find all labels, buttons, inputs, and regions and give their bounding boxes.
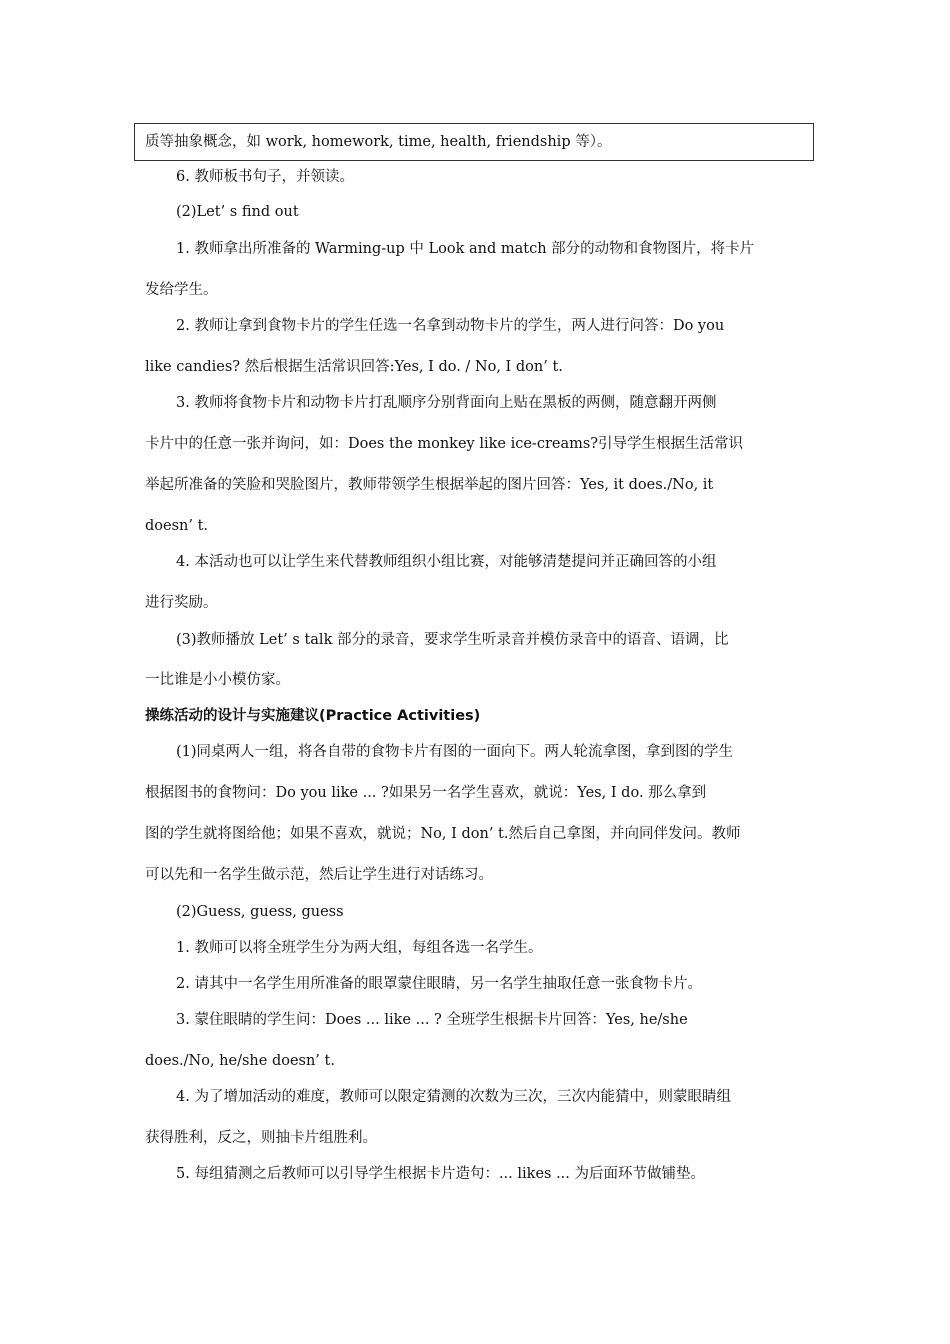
find-out-step-3-line-4: doesn’ t. [145,518,209,534]
find-out-step-4-line-2: 进行奖励。 [145,595,218,611]
boxed-paragraph-continuation: 质等抽象概念，如 work, homework, time, health, friendship 等）。 [134,123,814,161]
practice-activities-heading: 操练活动的设计与实施建议(Practice Activities) [145,708,481,724]
step-6-line: 6. 教师板书句子，并领读。 [176,169,354,185]
lets-talk-line-1: (3)教师播放 Let’ s talk 部分的录音，要求学生听录音并模仿录音中的语音、语调，比 [176,632,729,648]
guess-step-3-line-1: 3. 蒙住眼睛的学生问：Does ... like ... ? 全班学生根据卡片回答：Yes, he/she [176,1012,688,1028]
find-out-step-3-line-1: 3. 教师将食物卡片和动物卡片打乱顺序分别背面向上贴在黑板的两侧，随意翻开两侧 [176,395,717,411]
find-out-step-2-line-1: 2. 教师让拿到食物卡片的学生任选一名拿到动物卡片的学生，两人进行问答：Do you [176,318,725,334]
guess-step-2-line: 2. 请其中一名学生用所准备的眼罩蒙住眼睛，另一名学生抽取任意一张食物卡片。 [176,976,702,992]
guess-step-1-line: 1. 教师可以将全班学生分为两大组，每组各选一名学生。 [176,940,543,956]
find-out-step-1-line-1: 1. 教师拿出所准备的 Warming-up 中 Look and match 部分的动物和食物图片，将卡片 [176,241,755,257]
practice-1-line-1: (1)同桌两人一组，将各自带的食物卡片有图的一面向下。两人轮流拿图，拿到图的学生 [176,744,734,760]
practice-1-line-2: 根据图书的食物问：Do you like ... ?如果另一名学生喜欢，就说：Yes, I do. 那么拿到 [145,785,707,801]
guess-step-4-line-1: 4. 为了增加活动的难度，教师可以限定猜测的次数为三次，三次内能猜中，则蒙眼睛组 [176,1089,731,1105]
find-out-step-3-line-2: 卡片中的任意一张并询问，如：Does the monkey like ice-creams?引导学生根据生活常识 [145,436,744,452]
find-out-step-1-line-2: 发给学生。 [145,282,218,298]
section-lets-find-out-title: (2)Let’ s find out [176,204,299,220]
section-guess-title: (2)Guess, guess, guess [176,904,344,920]
find-out-step-4-line-1: 4. 本活动也可以让学生来代替教师组织小组比赛，对能够清楚提问并正确回答的小组 [176,554,717,570]
find-out-step-2-line-2: like candies? 然后根据生活常识回答:Yes, I do. / No, I don’ t. [145,359,563,375]
practice-1-line-3: 图的学生就将图给他；如果不喜欢，就说；No, I don’ t.然后自己拿图，并向同伴发问。教师 [145,826,741,842]
guess-step-4-line-2: 获得胜利，反之，则抽卡片组胜利。 [145,1130,377,1146]
lets-talk-line-2: 一比谁是小小模仿家。 [145,672,290,688]
guess-step-5-line: 5. 每组猜测之后教师可以引导学生根据卡片造句：... likes ... 为后面环节做铺垫。 [176,1166,706,1182]
find-out-step-3-line-3: 举起所准备的笑脸和哭脸图片，教师带领学生根据举起的图片回答：Yes, it does./No, it [145,477,714,493]
guess-step-3-line-2: does./No, he/she doesn’ t. [145,1053,335,1069]
practice-1-line-4: 可以先和一名学生做示范，然后让学生进行对话练习。 [145,867,493,883]
